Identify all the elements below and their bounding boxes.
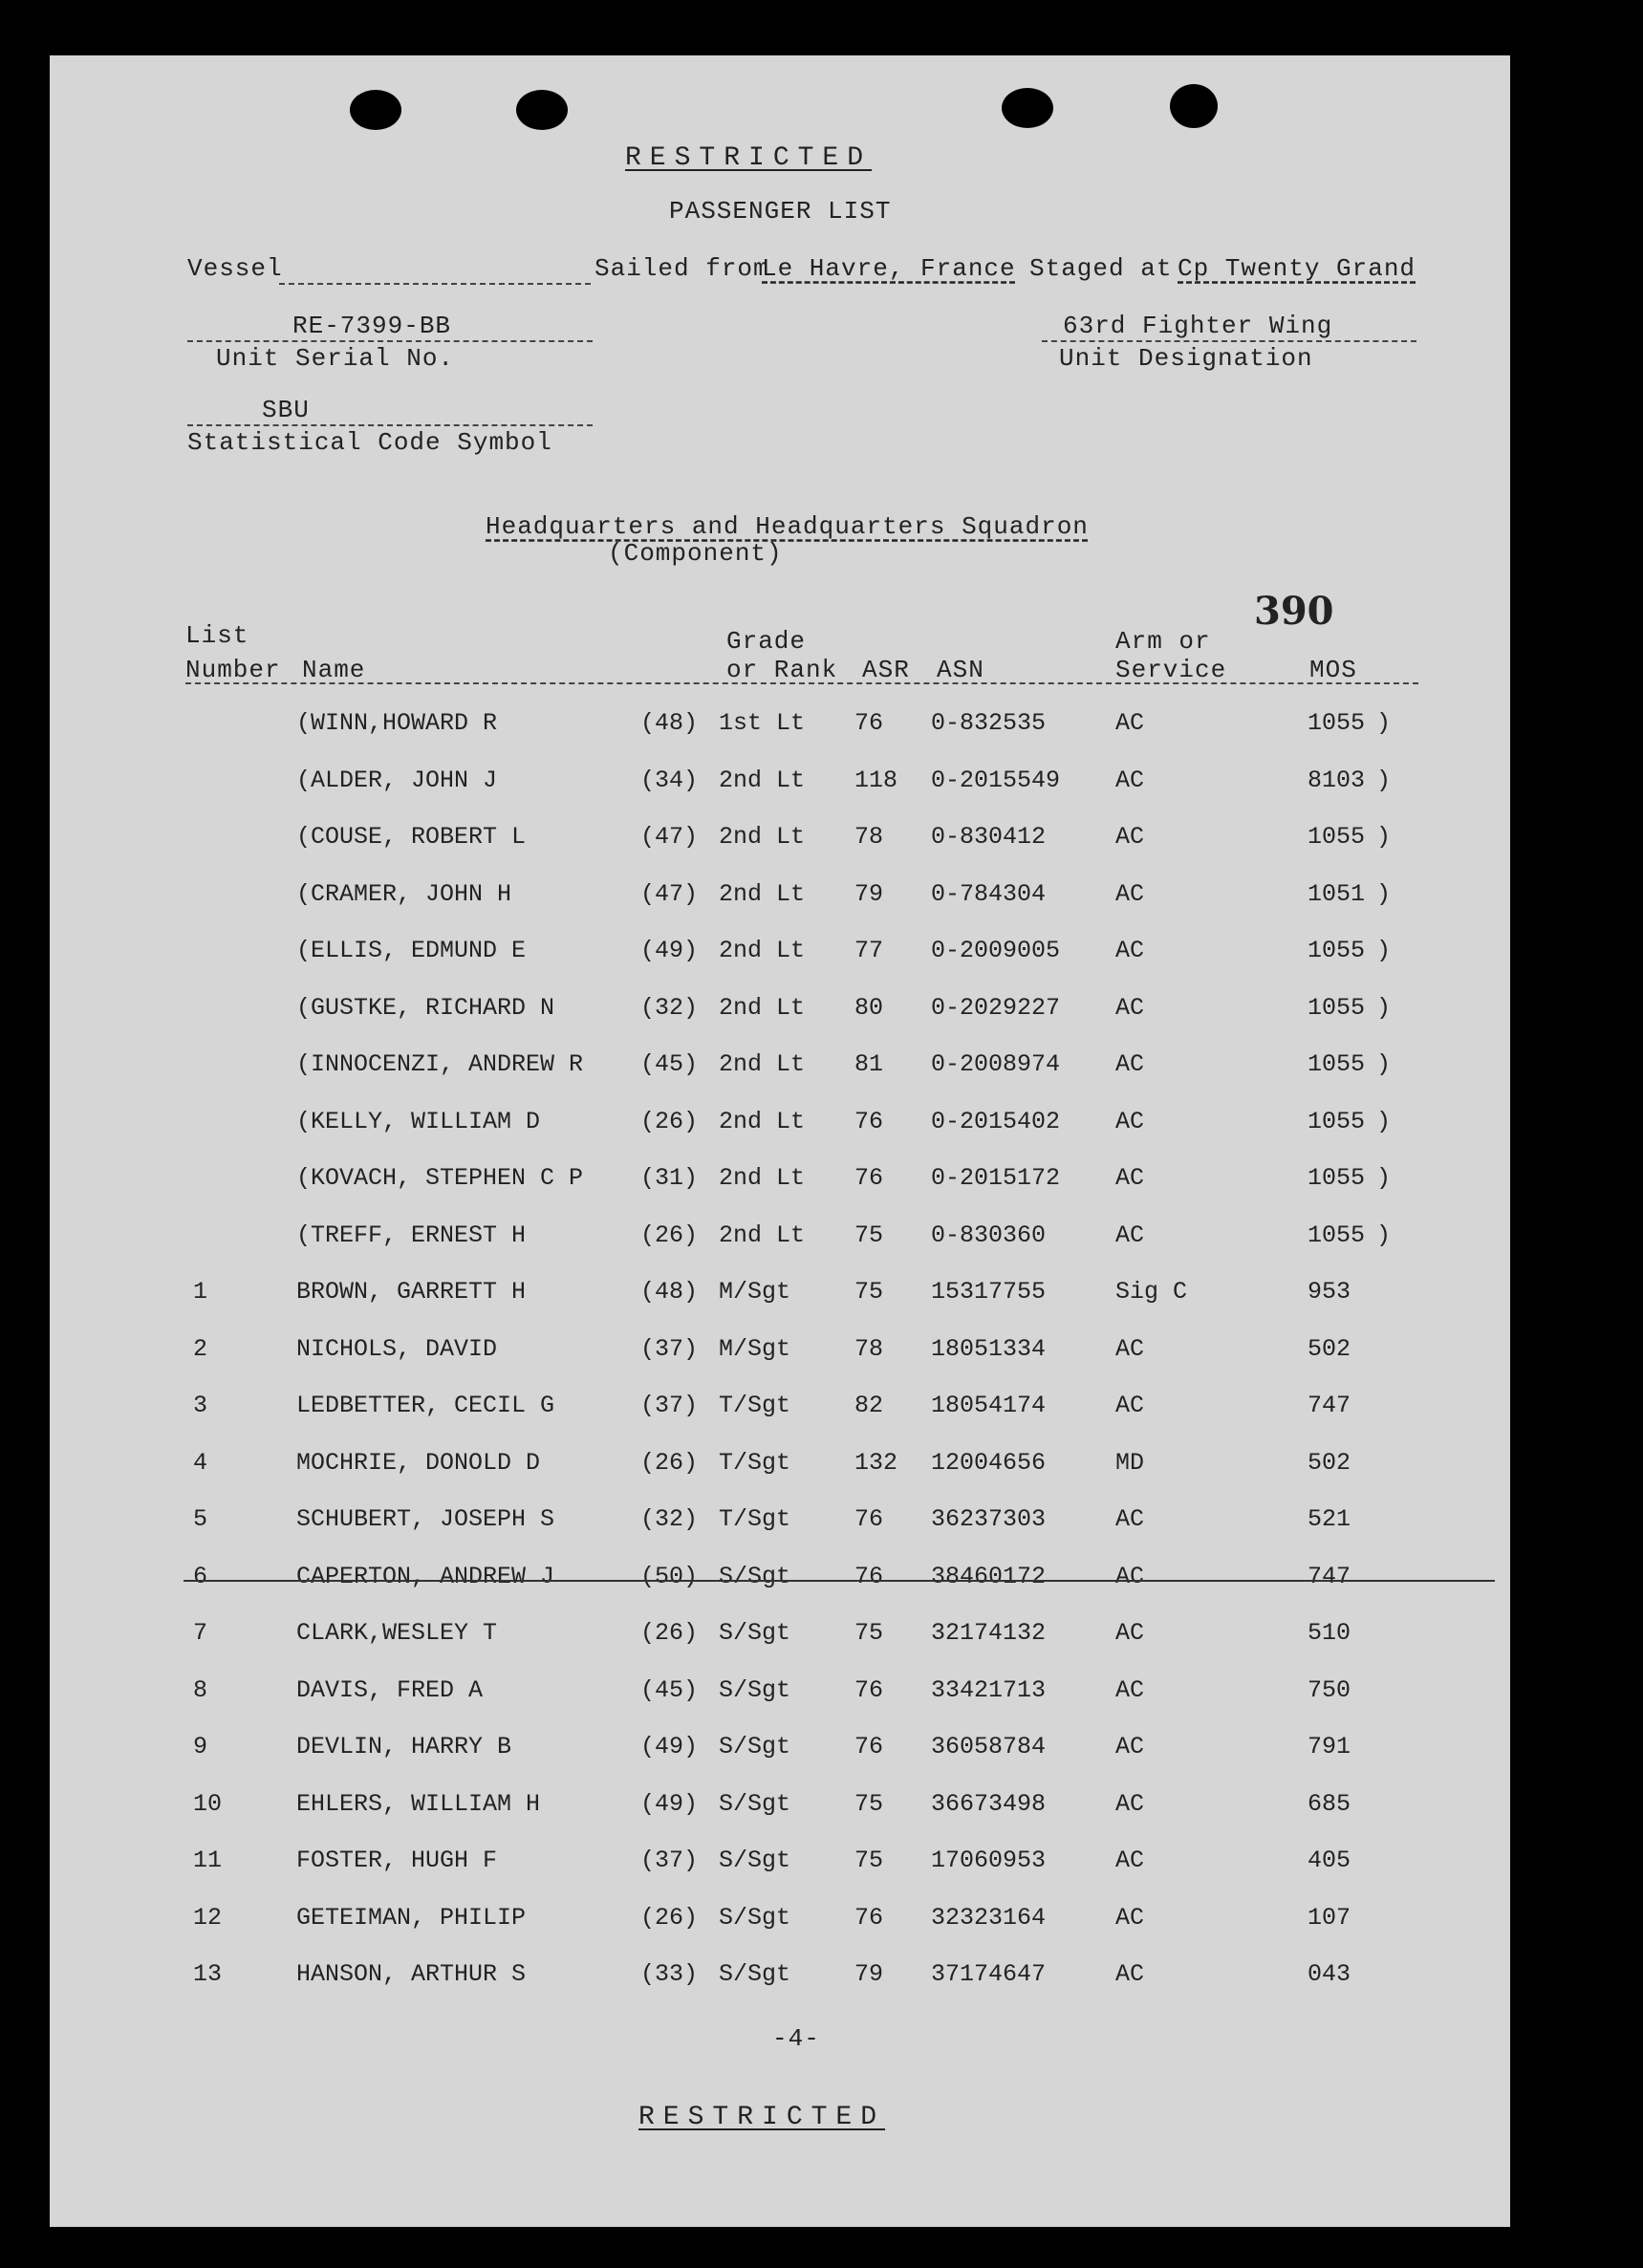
passenger-asr: 75 [854,1619,884,1647]
passenger-age: (45) [640,1675,699,1704]
passenger-age: (26) [640,1448,699,1477]
passenger-age: (49) [640,937,699,964]
passenger-age: (47) [640,879,699,908]
passenger-grade: S/Sgt [719,1789,791,1818]
passenger-asr: 82 [854,1392,884,1419]
passenger-asn: 17060953 [931,1847,1047,1874]
passenger-grade: M/Sgt [719,1334,791,1363]
classification-footer: RESTRICTED [638,2103,886,2132]
punch-hole [1170,84,1218,128]
passenger-asr: 75 [854,1278,884,1306]
passenger-asn: 36673498 [931,1789,1047,1818]
unit-serial-line [187,340,593,342]
passenger-asn: 0-830412 [931,823,1047,851]
passenger-asr: 78 [854,1334,884,1363]
unit-designation-label: Unit Designation [1059,344,1313,373]
passenger-name: (ELLIS, EDMUND E [296,937,527,964]
stat-code-label: Statistical Code Symbol [187,428,552,457]
list-number: 6 [193,1562,208,1590]
passenger-age: (49) [640,1789,699,1818]
punch-hole [1002,88,1053,128]
strikethrough-line [184,1580,1495,1582]
passenger-arm: AC [1115,1164,1145,1192]
officer-bracket: ) [1376,823,1392,851]
passenger-arm: AC [1115,1789,1145,1818]
passenger-asr: 76 [854,1164,884,1192]
vessel-line [279,283,591,285]
col-header-arm-1: Arm or [1115,627,1211,656]
passenger-name: BROWN, GARRETT H [296,1278,527,1306]
passenger-grade: 2nd Lt [719,993,806,1022]
passenger-asn: 18051334 [931,1334,1047,1363]
component-value: Headquarters and Headquarters Squadron [486,512,1089,541]
passenger-mos: 1055 [1308,823,1366,851]
passenger-age: (26) [640,1903,699,1932]
punch-hole [516,90,568,130]
sailed-from-label: Sailed from [595,254,769,283]
officer-bracket: ) [1376,1107,1392,1135]
passenger-name: (KOVACH, STEPHEN C P [296,1164,584,1192]
passenger-mos: 521 [1308,1505,1351,1533]
passenger-name: FOSTER, HUGH F [296,1847,498,1874]
officer-bracket: ) [1376,879,1392,908]
col-header-grade-2: or Rank [726,656,838,684]
passenger-mos: 1055 [1308,1050,1366,1078]
passenger-asn: 0-2029227 [931,993,1061,1022]
passenger-age: (33) [640,1960,699,1988]
passenger-asn: 32174132 [931,1619,1047,1647]
passenger-asr: 78 [854,823,884,851]
col-header-mos: MOS [1309,656,1357,684]
passenger-arm: AC [1115,937,1145,964]
staged-at-label: Staged at [1029,254,1173,283]
col-header-arm-2: Service [1115,656,1227,684]
passenger-name: CAPERTON, ANDREW J [296,1562,555,1590]
passenger-arm: AC [1115,1334,1145,1363]
passenger-asn: 0-2009005 [931,937,1061,964]
unit-serial-label: Unit Serial No. [216,344,455,373]
passenger-asn: 0-832535 [931,709,1047,737]
col-header-grade-1: Grade [726,627,807,656]
unit-serial-value: RE-7399-BB [292,312,452,340]
passenger-arm: AC [1115,1903,1145,1932]
col-header-list-2: Number [185,656,281,684]
document-page [50,55,1510,2227]
passenger-asn: 0-2015402 [931,1107,1061,1135]
list-number: 13 [193,1960,223,1988]
passenger-grade: M/Sgt [719,1278,791,1306]
passenger-arm: AC [1115,1220,1145,1249]
passenger-grade: S/Sgt [719,1733,791,1760]
passenger-name: LEDBETTER, CECIL G [296,1392,555,1419]
passenger-arm: AC [1115,1960,1145,1988]
passenger-asr: 75 [854,1847,884,1874]
passenger-grade: S/Sgt [719,1847,791,1874]
passenger-age: (37) [640,1847,699,1874]
passenger-grade: 2nd Lt [719,1220,806,1249]
passenger-asn: 12004656 [931,1448,1047,1477]
passenger-arm: AC [1115,1733,1145,1760]
list-number: 2 [193,1334,208,1363]
passenger-name: NICHOLS, DAVID [296,1334,498,1363]
passenger-grade: 2nd Lt [719,879,806,908]
passenger-arm: AC [1115,993,1145,1022]
stat-code-value: SBU [262,396,310,424]
passenger-mos: 953 [1308,1278,1351,1306]
passenger-age: (26) [640,1619,699,1647]
passenger-age: (32) [640,993,699,1022]
passenger-age: (31) [640,1164,699,1192]
passenger-name: (ALDER, JOHN J [296,766,498,794]
passenger-grade: 2nd Lt [719,937,806,964]
passenger-name: (TREFF, ERNEST H [296,1220,527,1249]
passenger-mos: 747 [1308,1562,1351,1590]
passenger-asr: 118 [854,766,898,794]
passenger-age: (45) [640,1050,699,1078]
list-number: 5 [193,1505,208,1533]
list-number: 7 [193,1619,208,1647]
passenger-mos: 747 [1308,1392,1351,1419]
officer-bracket: ) [1376,937,1392,964]
passenger-asr: 77 [854,937,884,964]
list-number: 4 [193,1448,208,1477]
passenger-asr: 76 [854,709,884,737]
passenger-age: (37) [640,1334,699,1363]
passenger-asr: 76 [854,1675,884,1704]
stat-code-line [187,424,593,426]
passenger-name: DEVLIN, HARRY B [296,1733,512,1760]
passenger-age: (48) [640,1278,699,1306]
passenger-name: SCHUBERT, JOSEPH S [296,1505,555,1533]
passenger-mos: 8103 [1308,766,1366,794]
officer-bracket: ) [1376,766,1392,794]
unit-designation-value: 63rd Fighter Wing [1063,312,1333,340]
passenger-grade: 2nd Lt [719,1050,806,1078]
punch-hole [350,90,401,130]
passenger-mos: 791 [1308,1733,1351,1760]
passenger-arm: AC [1115,1675,1145,1704]
passenger-mos: 1055 [1308,1220,1366,1249]
passenger-asr: 132 [854,1448,898,1477]
passenger-asn: 0-2015172 [931,1164,1061,1192]
passenger-arm: AC [1115,1050,1145,1078]
passenger-name: CLARK,WESLEY T [296,1619,498,1647]
passenger-arm: AC [1115,1619,1145,1647]
sailed-from-value: Le Havre, France [762,254,1016,283]
passenger-grade: S/Sgt [719,1675,791,1704]
passenger-grade: S/Sgt [719,1903,791,1932]
passenger-mos: 043 [1308,1960,1351,1988]
passenger-asn: 0-830360 [931,1220,1047,1249]
passenger-age: (26) [640,1220,699,1249]
passenger-name: HANSON, ARTHUR S [296,1960,527,1988]
passenger-asr: 76 [854,1505,884,1533]
passenger-asr: 81 [854,1050,884,1078]
passenger-grade: S/Sgt [719,1562,791,1590]
passenger-asn: 32323164 [931,1903,1047,1932]
col-header-name: Name [302,656,366,684]
passenger-name: (KELLY, WILLIAM D [296,1107,541,1135]
vessel-label: Vessel [187,254,283,283]
passenger-asr: 79 [854,879,884,908]
passenger-name: (GUSTKE, RICHARD N [296,993,555,1022]
passenger-asr: 76 [854,1107,884,1135]
passenger-arm: AC [1115,1107,1145,1135]
officer-bracket: ) [1376,1220,1392,1249]
passenger-asr: 80 [854,993,884,1022]
passenger-name: MOCHRIE, DONOLD D [296,1448,541,1477]
list-number: 9 [193,1733,208,1760]
passenger-age: (32) [640,1505,699,1533]
officer-bracket: ) [1376,993,1392,1022]
passenger-name: (CRAMER, JOHN H [296,879,512,908]
passenger-mos: 510 [1308,1619,1351,1647]
passenger-asn: 15317755 [931,1278,1047,1306]
passenger-name: (INNOCENZI, ANDREW R [296,1050,584,1078]
passenger-asr: 75 [854,1789,884,1818]
officer-bracket: ) [1376,1050,1392,1078]
passenger-mos: 685 [1308,1789,1351,1818]
staged-at-value: Cp Twenty Grand [1178,254,1416,283]
page-stamp-number: 390 [1254,589,1334,634]
list-number: 11 [193,1847,223,1874]
officer-bracket: ) [1376,709,1392,737]
passenger-mos: 1051 [1308,879,1366,908]
passenger-arm: MD [1115,1448,1145,1477]
passenger-name: EHLERS, WILLIAM H [296,1789,541,1818]
passenger-asn: 33421713 [931,1675,1047,1704]
passenger-mos: 107 [1308,1903,1351,1932]
classification-header: RESTRICTED [625,143,873,173]
col-header-asn: ASN [937,656,984,684]
passenger-age: (48) [640,709,699,737]
list-number: 12 [193,1903,223,1932]
list-number: 8 [193,1675,208,1704]
passenger-asn: 37174647 [931,1960,1047,1988]
passenger-grade: T/Sgt [719,1505,791,1533]
passenger-asr: 76 [854,1733,884,1760]
passenger-age: (34) [640,766,699,794]
list-number: 3 [193,1392,208,1419]
passenger-grade: T/Sgt [719,1448,791,1477]
passenger-grade: T/Sgt [719,1392,791,1419]
passenger-grade: S/Sgt [719,1960,791,1988]
passenger-asr: 76 [854,1562,884,1590]
passenger-asn: 18054174 [931,1392,1047,1419]
passenger-asn: 36237303 [931,1505,1047,1533]
passenger-asn: 36058784 [931,1733,1047,1760]
header-rule [185,682,1418,684]
passenger-grade: 2nd Lt [719,1107,806,1135]
passenger-mos: 405 [1308,1847,1351,1874]
passenger-arm: AC [1115,1505,1145,1533]
col-header-list-1: List [185,621,249,650]
passenger-mos: 750 [1308,1675,1351,1704]
passenger-grade: 2nd Lt [719,1164,806,1192]
col-header-asr: ASR [862,656,910,684]
passenger-mos: 502 [1308,1448,1351,1477]
passenger-mos: 1055 [1308,937,1366,964]
list-number: 1 [193,1278,208,1306]
passenger-age: (49) [640,1733,699,1760]
passenger-arm: AC [1115,879,1145,908]
passenger-arm: AC [1115,1847,1145,1874]
passenger-grade: 1st Lt [719,709,806,737]
passenger-arm: AC [1115,766,1145,794]
doc-title: PASSENGER LIST [669,197,892,226]
passenger-name: DAVIS, FRED A [296,1675,484,1704]
passenger-arm: AC [1115,823,1145,851]
passenger-mos: 1055 [1308,1164,1366,1192]
passenger-mos: 1055 [1308,1107,1366,1135]
passenger-mos: 1055 [1308,993,1366,1022]
passenger-grade: 2nd Lt [719,823,806,851]
passenger-age: (37) [640,1392,699,1419]
passenger-name: GETEIMAN, PHILIP [296,1903,527,1932]
passenger-grade: 2nd Lt [719,766,806,794]
passenger-asn: 0-2015549 [931,766,1061,794]
passenger-arm: Sig C [1115,1278,1188,1306]
passenger-name: (WINN,HOWARD R [296,709,498,737]
passenger-mos: 1055 [1308,709,1366,737]
passenger-name: (COUSE, ROBERT L [296,823,527,851]
passenger-mos: 502 [1308,1334,1351,1363]
passenger-asr: 79 [854,1960,884,1988]
passenger-grade: S/Sgt [719,1619,791,1647]
passenger-asn: 0-784304 [931,879,1047,908]
page-number: -4- [772,2024,820,2053]
passenger-asr: 75 [854,1220,884,1249]
passenger-age: (47) [640,823,699,851]
passenger-arm: AC [1115,709,1145,737]
passenger-arm: AC [1115,1392,1145,1419]
list-number: 10 [193,1789,223,1818]
passenger-age: (26) [640,1107,699,1135]
unit-designation-line [1042,340,1416,342]
passenger-arm: AC [1115,1562,1145,1590]
component-label: (Component) [608,539,783,568]
officer-bracket: ) [1376,1164,1392,1192]
passenger-age: (50) [640,1562,699,1590]
passenger-asn: 38460172 [931,1562,1047,1590]
passenger-asr: 76 [854,1903,884,1932]
passenger-asn: 0-2008974 [931,1050,1061,1078]
